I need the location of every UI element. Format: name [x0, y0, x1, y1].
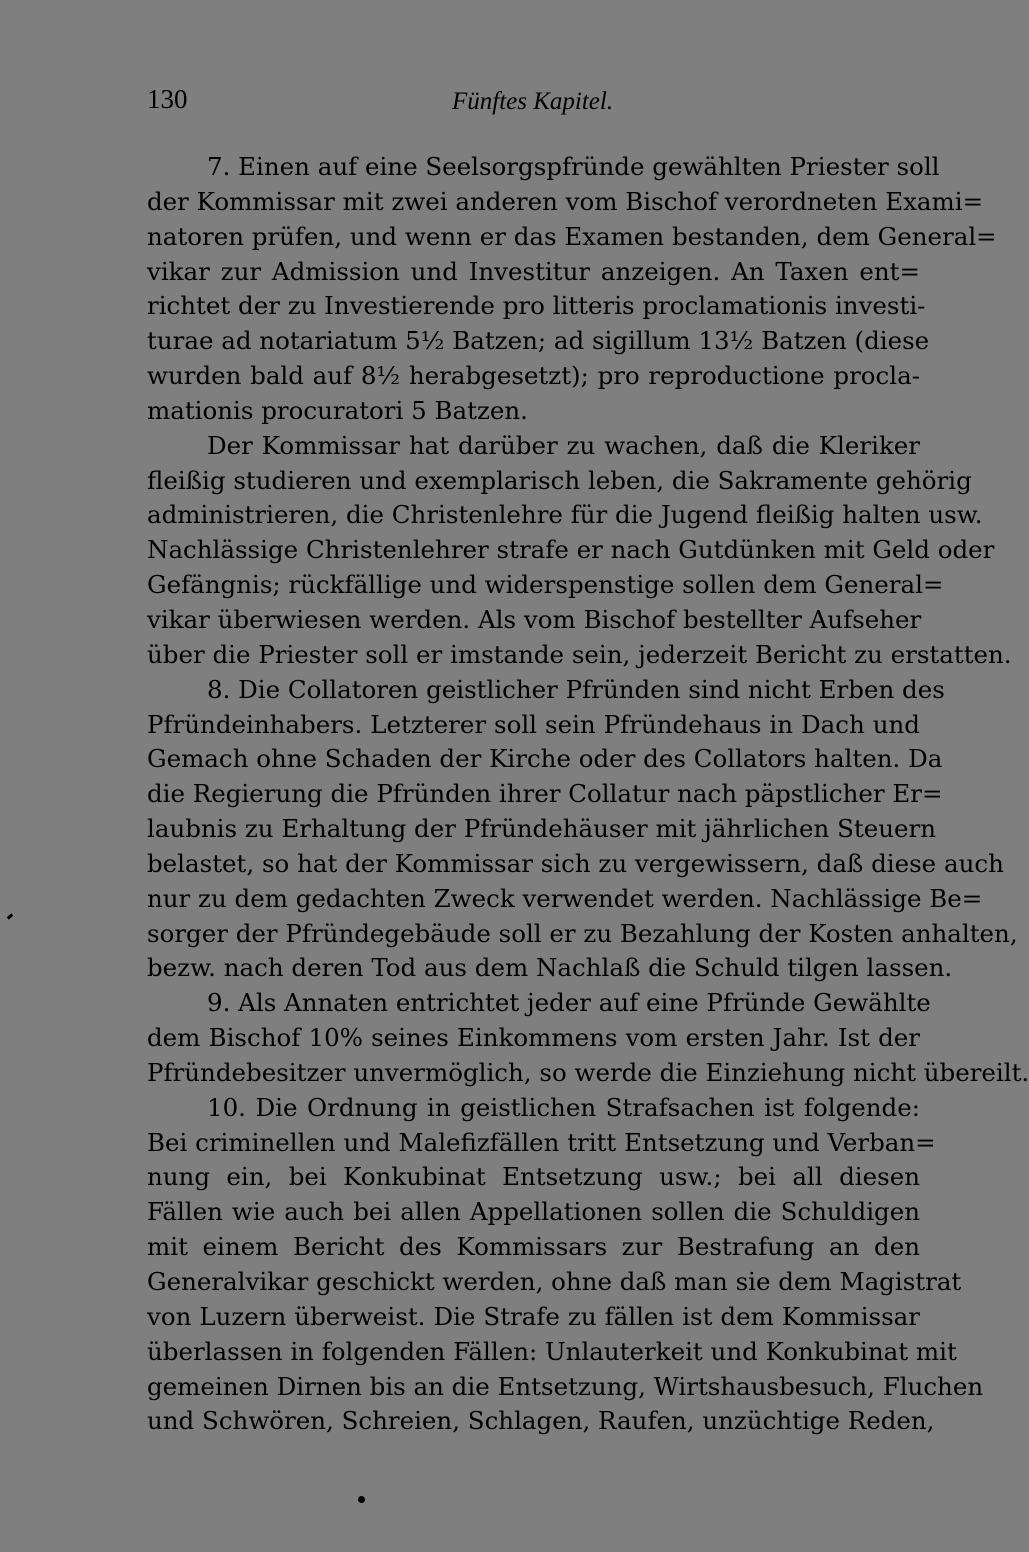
text-line: 10. Die Ordnung in geistlichen Strafsachen ist folgende:	[207, 1092, 920, 1122]
text-line: Nachlässige Christenlehrer strafe er nach Gutdünken mit Geld oder	[147, 535, 995, 565]
text-line: die Regierung die Pfründen ihrer Collatur nach päpstlicher Er=	[147, 779, 943, 809]
running-head: Fünftes Kapitel.	[452, 88, 614, 115]
text-line: Gemach ohne Schaden der Kirche oder des Collators halten. Da	[147, 744, 943, 774]
text-line: Der Kommissar hat darüber zu wachen, daß die Kleriker	[207, 430, 920, 460]
text-line: 7. Einen auf eine Seelsorgspfründe gewählten Priester soll	[207, 152, 940, 181]
text-line: über die Priester soll er imstande sein, jederzeit Bericht zu erstatten.	[147, 639, 1012, 669]
text-line: gemeinen Dirnen bis an die Entsetzung, Wirtshausbesuch, Fluchen	[147, 1371, 984, 1401]
text-line: Pfründebesitzer unvermöglich, so werde die Einziehung nicht übereilt.	[147, 1057, 1029, 1087]
text-line: von Luzern überweist. Die Strafe zu fällen ist dem Kommissar	[147, 1301, 920, 1331]
text-line: wurden bald auf 8½ herabgesetzt); pro reproductione procla-	[147, 361, 920, 391]
text-line: belastet, so hat der Kommissar sich zu vergewissern, daß diese auch	[147, 848, 1004, 878]
text-line: 8. Die Collatoren geistlicher Pfründen sind nicht Erben des	[207, 674, 945, 704]
text-line: Gefängnis; rückfällige und widerspenstige sollen dem General=	[147, 570, 944, 600]
text-line: natoren prüfen, und wenn er das Examen bestanden, dem General=	[147, 221, 997, 251]
body-text	[147, 150, 1029, 1439]
text-line: 9. Als Annaten entrichtet jeder auf eine Pfründe Gewählte	[207, 988, 931, 1018]
text-line: laubnis zu Erhaltung der Pfründehäuser mit jährlichen Steuern	[147, 814, 937, 844]
text-line: mit einem Bericht des Kommissars zur Bestrafung an den	[147, 1232, 920, 1262]
text-line: Generalvikar geschickt werden, ohne daß man sie dem Magistrat	[147, 1267, 962, 1296]
text-line: fleißig studieren und exemplarisch leben, die Sakramente gehörig	[147, 465, 972, 495]
text-line: und Schwören, Schreien, Schlagen, Raufen, unzüchtige Reden,	[147, 1406, 935, 1436]
text-line: administrieren, die Christenlehre für die Jugend fleißig halten usw.	[147, 500, 983, 530]
footer-dot	[358, 1496, 365, 1503]
page-number: 130	[147, 84, 188, 114]
text-line: mationis procuratori 5 Batzen.	[147, 395, 528, 425]
text-line: bezw. nach deren Tod aus dem Nachlaß die Schuld tilgen lassen.	[147, 953, 953, 983]
text-line: Bei criminellen und Malefizfällen tritt Entsetzung und Verban=	[147, 1127, 936, 1157]
text-line: der Kommissar mit zwei anderen vom Bischof verordneten Exami=	[147, 186, 984, 216]
text-line: richtet der zu Investierende pro litteris proclamationis investi-	[147, 291, 926, 321]
text-line: nur zu dem gedachten Zweck verwendet werden. Nachlässige Be=	[147, 883, 983, 913]
text-line: nung ein, bei Konkubinat Entsetzung usw.; bei all diesen	[147, 1162, 920, 1192]
text-line: Pfründeinhabers. Letzterer soll sein Pfründehaus in Dach und	[147, 709, 920, 739]
text-line: turae ad notariatum 5½ Batzen; ad sigillum 13½ Batzen (diese	[147, 326, 930, 356]
text-line: vikar überwiesen werden. Als vom Bischof bestellter Aufseher	[147, 604, 922, 634]
text-line: vikar zur Admission und Investitur anzeigen. An Taxen ent=	[147, 256, 920, 286]
text-line: sorger der Pfründegebäude soll er zu Bezahlung der Kosten anhalten,	[147, 918, 1018, 948]
text-line: dem Bischof 10% seines Einkommens vom ersten Jahr. Ist der	[147, 1023, 920, 1053]
text-line: Fällen wie auch bei allen Appellationen sollen die Schuldigen	[147, 1197, 920, 1227]
stray-mark	[7, 913, 14, 919]
text-line: überlassen in folgenden Fällen: Unlauterkeit und Konkubinat mit	[147, 1336, 957, 1366]
